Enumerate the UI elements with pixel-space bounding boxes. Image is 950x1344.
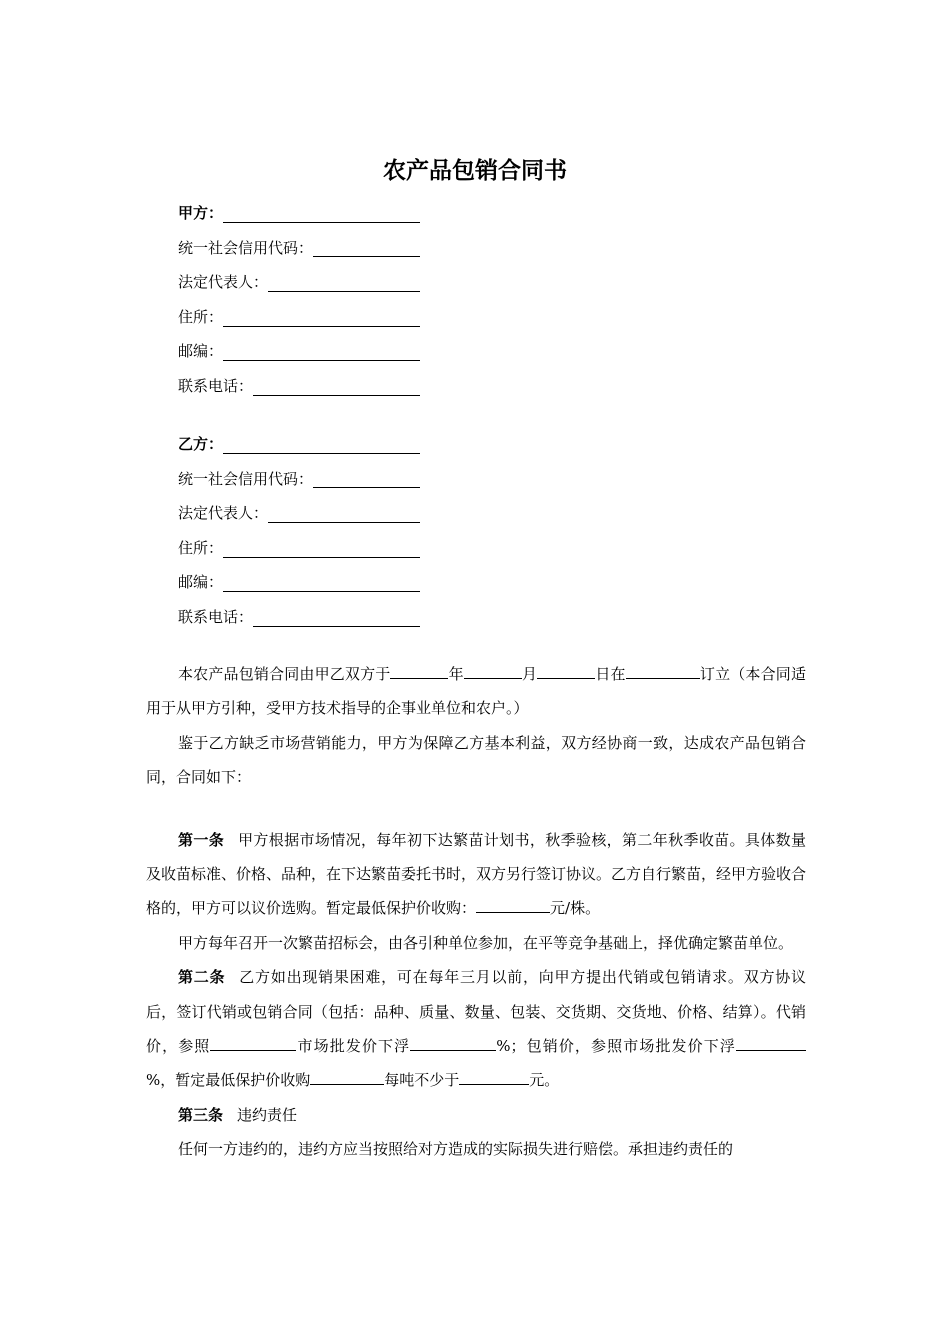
article-2-heading: 第二条 xyxy=(178,968,226,987)
day-label: 日在 xyxy=(595,665,626,683)
party-a-field-row xyxy=(178,334,438,369)
per-ton-blank[interactable] xyxy=(459,1068,529,1085)
article-1-paragraph-2: 甲方每年召开一次繁苗招标会，由各引种单位参加，在平等竞争基础上，择优确定繁苗单位。 xyxy=(178,933,794,952)
party-b-phone-blank[interactable] xyxy=(253,608,420,627)
article-2-text-c: %；包销价，参照市场批发价下浮 xyxy=(496,1037,736,1056)
article-3-heading: 第三条 xyxy=(178,1105,224,1124)
party-b-legal-rep-label: 法定代表人： xyxy=(178,504,269,523)
party-a-legal-rep-blank[interactable] xyxy=(268,273,420,292)
party-b-phone-label: 联系电话： xyxy=(178,607,254,626)
party-a-field-row xyxy=(178,265,438,300)
party-a-postcode-blank[interactable] xyxy=(223,342,420,361)
party-a-credit-code-label: 统一社会信用代码： xyxy=(178,238,314,257)
party-b-postcode-blank[interactable] xyxy=(223,573,420,592)
intro-paragraph-2: 鉴于乙方缺乏市场营销能力，甲方为保障乙方基本利益，双方经协商一致，达成农产品包销合同，合同如下： xyxy=(146,733,806,787)
purchase-percent-blank[interactable] xyxy=(736,1034,806,1051)
party-b-block xyxy=(178,427,438,635)
party-b-field-row xyxy=(178,496,438,531)
article-2-text-b: 市场批发价下浮 xyxy=(296,1037,411,1056)
contract-body xyxy=(146,657,806,1167)
party-b-name-blank[interactable] xyxy=(223,435,420,454)
intro-text-b: 订立（本合同适用于从甲方引种，受甲方技术指导的企事业单位和农户。） xyxy=(146,665,806,718)
article-1-text: 甲方根据市场情况，每年初下达繁苗计划书，秋季验核，第二年秋季收苗。具体数量及收苗标准、价格、品种，在下达繁苗委托书时，双方另行签订协议。乙方自行繁苗，经甲方验收合格的，甲方可以议价选购。暂定最低保护价收购： xyxy=(146,830,807,918)
party-a-address-label: 住所： xyxy=(178,307,224,326)
party-a-name-row xyxy=(178,196,438,231)
party-a-field-row xyxy=(178,231,438,266)
month-blank[interactable] xyxy=(464,662,522,679)
party-b-field-row xyxy=(178,462,438,497)
consign-market-blank[interactable] xyxy=(210,1034,296,1051)
party-a-phone-blank[interactable] xyxy=(253,377,420,396)
party-b-credit-code-label: 统一社会信用代码： xyxy=(178,469,314,488)
article-2-text-d: %，暂定最低保护价收购 xyxy=(146,1071,311,1090)
article-2-text-a: 乙方如出现销果困难，可在每年三月以前，向甲方提出代销或包销请求。双方协议后，签订代销或包销合同（包括：品种、质量、数量、包装、交货期、交货地、价格、结算）。代销价，参照 xyxy=(146,968,806,1056)
party-a-field-row xyxy=(178,369,438,404)
party-a-name-blank[interactable] xyxy=(223,204,420,223)
party-b-field-row xyxy=(178,600,438,635)
party-a-label: 甲方： xyxy=(178,204,224,222)
party-b-field-row xyxy=(178,565,438,600)
party-a-postcode-label: 邮编： xyxy=(178,342,224,361)
month-label: 月 xyxy=(521,665,538,683)
article-3-paragraph: 任何一方违约的，违约方应当按照给对方造成的实际损失进行赔偿。承担违约责任的 xyxy=(178,1140,734,1159)
document-title: 农产品包销合同书 xyxy=(383,158,567,184)
party-a-address-blank[interactable] xyxy=(223,308,420,327)
party-a-legal-rep-label: 法定代表人： xyxy=(178,273,269,292)
article-2-text-e: 每吨不少于 xyxy=(384,1071,460,1090)
party-b-legal-rep-blank[interactable] xyxy=(268,504,420,523)
article-1-paragraph xyxy=(146,823,806,926)
article-2-text-f: 元。 xyxy=(529,1071,560,1090)
party-b-field-row xyxy=(178,531,438,566)
party-b-postcode-label: 邮编： xyxy=(178,573,224,592)
consign-percent-blank[interactable] xyxy=(410,1034,496,1051)
party-a-block xyxy=(178,196,438,404)
day-blank[interactable] xyxy=(537,662,595,679)
intro-text-a: 本农产品包销合同由甲乙双方于 xyxy=(178,665,391,683)
place-blank[interactable] xyxy=(626,662,700,679)
party-a-field-row xyxy=(178,300,438,335)
min-price-blank[interactable] xyxy=(476,896,550,913)
article-2-paragraph xyxy=(146,960,806,1098)
party-b-name-row xyxy=(178,427,438,462)
article-3-title: 违约责任 xyxy=(237,1105,298,1124)
party-a-phone-label: 联系电话： xyxy=(178,376,254,395)
article-1-unit: 元/株。 xyxy=(550,899,601,918)
intro-paragraph-1 xyxy=(146,657,806,726)
year-label: 年 xyxy=(448,665,464,683)
article-1-heading: 第一条 xyxy=(178,830,225,849)
year-blank[interactable] xyxy=(390,662,448,679)
party-b-label: 乙方： xyxy=(178,435,224,453)
section-gap xyxy=(146,795,806,823)
party-b-credit-code-blank[interactable] xyxy=(313,469,420,488)
protect-price-blank[interactable] xyxy=(310,1068,384,1085)
article-3-heading-line xyxy=(146,1098,806,1132)
party-b-address-blank[interactable] xyxy=(223,539,420,558)
party-a-credit-code-blank[interactable] xyxy=(313,238,420,257)
party-b-address-label: 住所： xyxy=(178,538,224,557)
